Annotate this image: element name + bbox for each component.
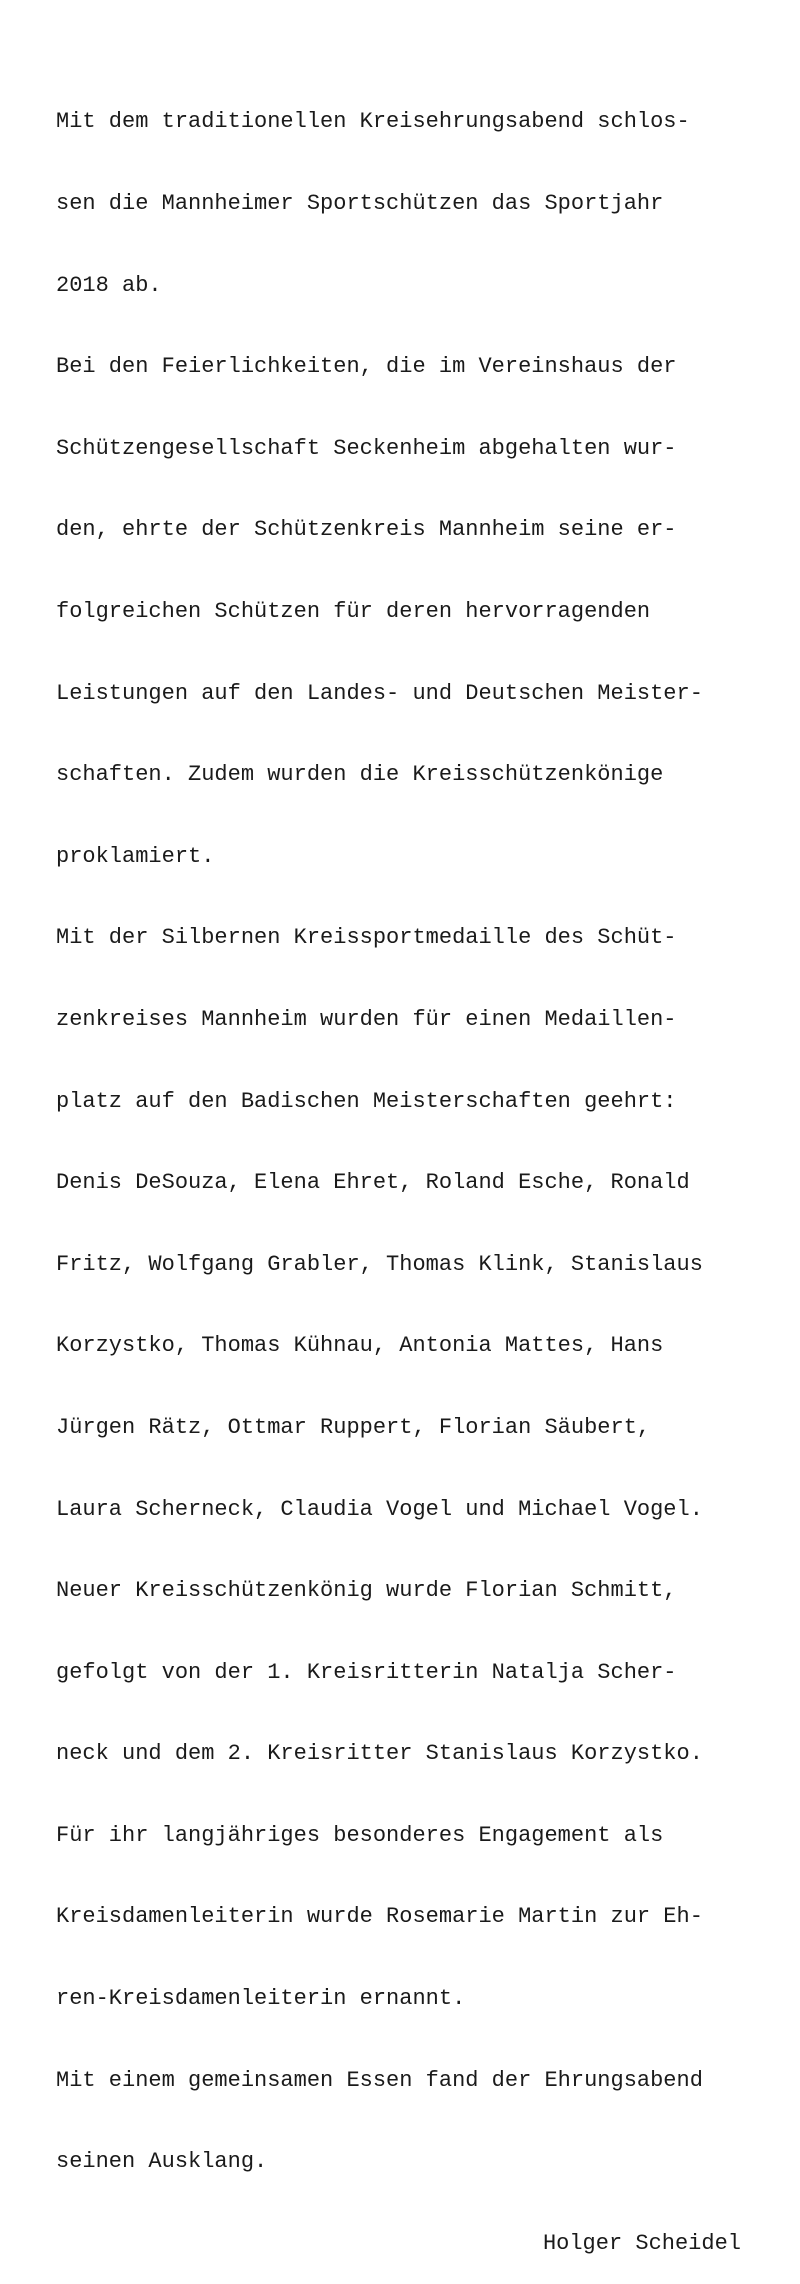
article-line: Leistungen auf den Landes- und Deutschen Meister- xyxy=(56,680,703,706)
article-line: 2018 ab. xyxy=(56,272,162,298)
article-line: gefolgt von der 1. Kreisritterin Natalja Scher- xyxy=(56,1659,677,1685)
article-line: Fritz, Wolfgang Grabler, Thomas Klink, Stanislaus xyxy=(56,1251,703,1277)
article-line: Laura Scherneck, Claudia Vogel und Michael Vogel. xyxy=(56,1496,703,1522)
article-body xyxy=(56,54,776,2284)
article-line: Mit einem gemeinsamen Essen fand der Ehrungsabend xyxy=(56,2067,703,2093)
article-line: den, ehrte der Schützenkreis Mannheim seine er- xyxy=(56,517,677,543)
article-line: schaften. Zudem wurden die Kreisschützenkönige xyxy=(56,762,664,788)
article-line: folgreichen Schützen für deren hervorragenden xyxy=(56,598,651,624)
article-line: Neuer Kreisschützenkönig wurde Florian Schmitt, xyxy=(56,1578,677,1604)
article-line: proklamiert. xyxy=(56,843,215,869)
article-line: neck und dem 2. Kreisritter Stanislaus Korzystko. xyxy=(56,1741,703,1767)
article-line: platz auf den Badischen Meisterschaften geehrt: xyxy=(56,1088,677,1114)
article-line: ren-Kreisdamenleiterin ernannt. xyxy=(56,1986,466,2012)
article-line: Denis DeSouza, Elena Ehret, Roland Esche, Ronald xyxy=(56,1170,690,1196)
article-line: Schützengesellschaft Seckenheim abgehalten wur- xyxy=(56,435,677,461)
article-line: Für ihr langjähriges besonderes Engagement als xyxy=(56,1822,664,1848)
article-line: Mit der Silbernen Kreissportmedaille des Schüt- xyxy=(56,925,677,951)
article-line: Kreisdamenleiterin wurde Rosemarie Martin zur Eh- xyxy=(56,1904,703,1930)
article-line: Jürgen Rätz, Ottmar Ruppert, Florian Säubert, xyxy=(56,1414,651,1440)
article-line: zenkreises Mannheim wurden für einen Medaillen- xyxy=(56,1006,677,1032)
article-line: Mit dem traditionellen Kreisehrungsabend schlos- xyxy=(56,109,690,135)
author-signature: Holger Scheidel xyxy=(542,2230,741,2256)
article-line: sen die Mannheimer Sportschützen das Sportjahr xyxy=(56,191,664,216)
article-line: seinen Ausklang. xyxy=(56,2149,268,2175)
article-line: Korzystko, Thomas Kühnau, Antonia Mattes, Hans xyxy=(56,1333,664,1359)
article-line: Bei den Feierlichkeiten, die im Vereinshaus der xyxy=(56,354,677,380)
